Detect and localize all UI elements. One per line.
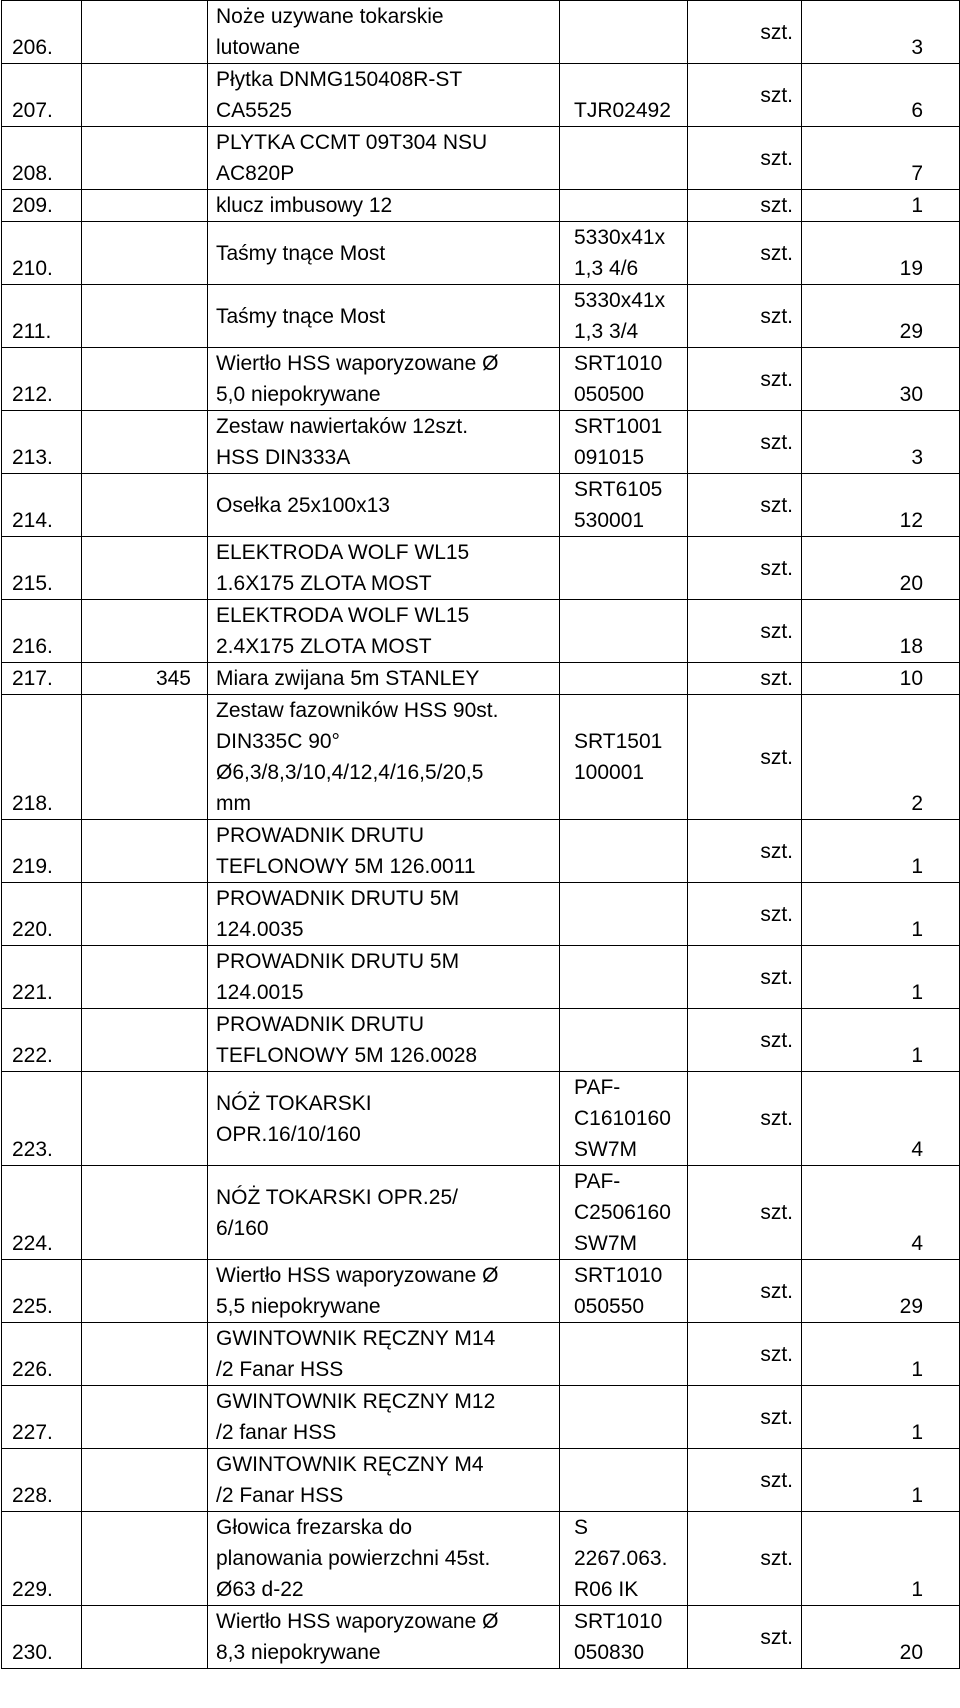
quantity-cell: 1 — [802, 190, 960, 222]
row-number: 228. — [2, 1449, 82, 1512]
quantity-cell: 30 — [802, 348, 960, 411]
row-number: 211. — [2, 285, 82, 348]
quantity-cell: 1 — [802, 1386, 960, 1449]
quantity-cell: 3 — [802, 1, 960, 64]
item-name: klucz imbusowy 12 — [208, 190, 560, 222]
item-name: PROWADNIK DRUTU 5M 124.0035 — [208, 883, 560, 946]
item-name: Płytka DNMG150408R-ST CA5525 — [208, 64, 560, 127]
unit-cell: szt. — [688, 474, 802, 537]
item-code — [560, 537, 688, 600]
quantity-cell: 19 — [802, 222, 960, 285]
unit-cell: szt. — [688, 1009, 802, 1072]
item-code: SRT1010 050830 — [560, 1606, 688, 1669]
row-symbol — [82, 1260, 208, 1323]
item-name: PROWADNIK DRUTU TEFLONOWY 5M 126.0028 — [208, 1009, 560, 1072]
item-name: NÓŻ TOKARSKI OPR.16/10/160 — [208, 1072, 560, 1166]
unit-cell: szt. — [688, 348, 802, 411]
table-row — [2, 537, 960, 600]
quantity-cell: 1 — [802, 1009, 960, 1072]
item-name: GWINTOWNIK RĘCZNY M4 /2 Fanar HSS — [208, 1449, 560, 1512]
unit-cell: szt. — [688, 1512, 802, 1606]
item-code — [560, 820, 688, 883]
row-symbol — [82, 1606, 208, 1669]
item-code: PAF- C2506160 SW7M — [560, 1166, 688, 1260]
item-code — [560, 1449, 688, 1512]
row-number: 214. — [2, 474, 82, 537]
unit-cell: szt. — [688, 1606, 802, 1669]
item-name: PROWADNIK DRUTU TEFLONOWY 5M 126.0011 — [208, 820, 560, 883]
item-code: S 2267.063. R06 IK — [560, 1512, 688, 1606]
quantity-cell: 10 — [802, 663, 960, 695]
row-symbol: 345 — [82, 663, 208, 695]
row-symbol — [82, 1323, 208, 1386]
item-name: GWINTOWNIK RĘCZNY M14 /2 Fanar HSS — [208, 1323, 560, 1386]
item-name: Taśmy tnące Most — [208, 285, 560, 348]
quantity-cell: 18 — [802, 600, 960, 663]
item-code: 5330x41x 1,3 3/4 — [560, 285, 688, 348]
table-row — [2, 1323, 960, 1386]
row-symbol — [82, 1449, 208, 1512]
unit-cell: szt. — [688, 285, 802, 348]
table-row — [2, 348, 960, 411]
unit-cell: szt. — [688, 127, 802, 190]
table-row — [2, 411, 960, 474]
item-name: Noże uzywane tokarskie lutowane — [208, 1, 560, 64]
row-number: 220. — [2, 883, 82, 946]
unit-cell: szt. — [688, 222, 802, 285]
item-name: Wiertło HSS waporyzowane Ø 5,0 niepokrywane — [208, 348, 560, 411]
item-code: SRT1010 050550 — [560, 1260, 688, 1323]
unit-cell: szt. — [688, 190, 802, 222]
item-code — [560, 1009, 688, 1072]
row-number: 217. — [2, 663, 82, 695]
row-number: 222. — [2, 1009, 82, 1072]
unit-cell: szt. — [688, 1386, 802, 1449]
row-symbol — [82, 1386, 208, 1449]
table-row — [2, 600, 960, 663]
quantity-cell: 20 — [802, 537, 960, 600]
table-row — [2, 1260, 960, 1323]
unit-cell: szt. — [688, 946, 802, 1009]
item-code — [560, 946, 688, 1009]
item-name: Wiertło HSS waporyzowane Ø 8,3 niepokrywane — [208, 1606, 560, 1669]
item-code — [560, 190, 688, 222]
quantity-cell: 29 — [802, 285, 960, 348]
item-name: ELEKTRODA WOLF WL15 1.6X175 ZLOTA MOST — [208, 537, 560, 600]
row-symbol — [82, 946, 208, 1009]
row-symbol — [82, 820, 208, 883]
row-symbol — [82, 537, 208, 600]
table-row — [2, 695, 960, 820]
quantity-cell: 3 — [802, 411, 960, 474]
quantity-cell: 7 — [802, 127, 960, 190]
unit-cell: szt. — [688, 883, 802, 946]
row-number: 208. — [2, 127, 82, 190]
row-number: 227. — [2, 1386, 82, 1449]
item-name: GWINTOWNIK RĘCZNY M12 /2 fanar HSS — [208, 1386, 560, 1449]
unit-cell: szt. — [688, 411, 802, 474]
item-code: TJR02492 — [560, 64, 688, 127]
item-code: SRT1001 091015 — [560, 411, 688, 474]
row-symbol — [82, 1009, 208, 1072]
item-name: Wiertło HSS waporyzowane Ø 5,5 niepokrywane — [208, 1260, 560, 1323]
row-symbol — [82, 883, 208, 946]
quantity-cell: 2 — [802, 695, 960, 820]
item-name: NÓŻ TOKARSKI OPR.25/ 6/160 — [208, 1166, 560, 1260]
table-row — [2, 663, 960, 695]
item-code — [560, 600, 688, 663]
row-number: 213. — [2, 411, 82, 474]
items-table — [1, 0, 960, 1669]
table-row — [2, 1, 960, 64]
item-name: Głowica frezarska do planowania powierzchni 45st. Ø63 d-22 — [208, 1512, 560, 1606]
row-symbol — [82, 64, 208, 127]
row-number: 219. — [2, 820, 82, 883]
item-name: Miara zwijana 5m STANLEY — [208, 663, 560, 695]
table-row — [2, 64, 960, 127]
row-number: 230. — [2, 1606, 82, 1669]
row-number: 212. — [2, 348, 82, 411]
quantity-cell: 1 — [802, 883, 960, 946]
unit-cell: szt. — [688, 1449, 802, 1512]
row-number: 206. — [2, 1, 82, 64]
table-row — [2, 1386, 960, 1449]
unit-cell: szt. — [688, 1323, 802, 1386]
row-symbol — [82, 1166, 208, 1260]
unit-cell: szt. — [688, 1260, 802, 1323]
row-symbol — [82, 695, 208, 820]
item-code — [560, 883, 688, 946]
table-row — [2, 946, 960, 1009]
table-row — [2, 820, 960, 883]
row-symbol — [82, 348, 208, 411]
row-symbol — [82, 1512, 208, 1606]
row-number: 215. — [2, 537, 82, 600]
row-symbol — [82, 190, 208, 222]
row-number: 207. — [2, 64, 82, 127]
table-row — [2, 1512, 960, 1606]
item-name: Osełka 25x100x13 — [208, 474, 560, 537]
unit-cell: szt. — [688, 537, 802, 600]
row-symbol — [82, 222, 208, 285]
row-symbol — [82, 1072, 208, 1166]
item-code: SRT1010 050500 — [560, 348, 688, 411]
row-number: 229. — [2, 1512, 82, 1606]
quantity-cell: 4 — [802, 1072, 960, 1166]
row-symbol — [82, 285, 208, 348]
row-number: 216. — [2, 600, 82, 663]
quantity-cell: 20 — [802, 1606, 960, 1669]
row-symbol — [82, 600, 208, 663]
item-code: SRT6105 530001 — [560, 474, 688, 537]
item-code: PAF- C1610160 SW7M — [560, 1072, 688, 1166]
table-row — [2, 1072, 960, 1166]
row-number: 210. — [2, 222, 82, 285]
row-symbol — [82, 474, 208, 537]
table-row — [2, 1009, 960, 1072]
item-code — [560, 1, 688, 64]
table-row — [2, 883, 960, 946]
table-row — [2, 285, 960, 348]
row-symbol — [82, 127, 208, 190]
quantity-cell: 1 — [802, 820, 960, 883]
quantity-cell: 1 — [802, 1323, 960, 1386]
item-code — [560, 1323, 688, 1386]
quantity-cell: 1 — [802, 1512, 960, 1606]
quantity-cell: 29 — [802, 1260, 960, 1323]
unit-cell: szt. — [688, 64, 802, 127]
row-number: 226. — [2, 1323, 82, 1386]
row-number: 209. — [2, 190, 82, 222]
unit-cell: szt. — [688, 663, 802, 695]
unit-cell: szt. — [688, 820, 802, 883]
row-number: 223. — [2, 1072, 82, 1166]
item-code: 5330x41x 1,3 4/6 — [560, 222, 688, 285]
table-row — [2, 190, 960, 222]
unit-cell: szt. — [688, 1, 802, 64]
quantity-cell: 1 — [802, 1449, 960, 1512]
item-name: Zestaw fazowników HSS 90st. DIN335C 90° Ø6,3/8,3/10,4/12,4/16,5/20,5 mm — [208, 695, 560, 820]
item-code — [560, 663, 688, 695]
table-row — [2, 1166, 960, 1260]
item-code — [560, 1386, 688, 1449]
quantity-cell: 12 — [802, 474, 960, 537]
item-code: SRT1501 100001 — [560, 695, 688, 820]
unit-cell: szt. — [688, 600, 802, 663]
item-code — [560, 127, 688, 190]
unit-cell: szt. — [688, 1072, 802, 1166]
row-symbol — [82, 411, 208, 474]
item-name: Zestaw nawiertaków 12szt. HSS DIN333A — [208, 411, 560, 474]
row-number: 225. — [2, 1260, 82, 1323]
row-number: 224. — [2, 1166, 82, 1260]
item-name: ELEKTRODA WOLF WL15 2.4X175 ZLOTA MOST — [208, 600, 560, 663]
table-row — [2, 127, 960, 190]
item-name: PROWADNIK DRUTU 5M 124.0015 — [208, 946, 560, 1009]
table-row — [2, 222, 960, 285]
quantity-cell: 6 — [802, 64, 960, 127]
unit-cell: szt. — [688, 695, 802, 820]
table-row — [2, 1606, 960, 1669]
table-row — [2, 1449, 960, 1512]
unit-cell: szt. — [688, 1166, 802, 1260]
row-symbol — [82, 1, 208, 64]
table-row — [2, 474, 960, 537]
row-number: 218. — [2, 695, 82, 820]
quantity-cell: 1 — [802, 946, 960, 1009]
quantity-cell: 4 — [802, 1166, 960, 1260]
item-name: PLYTKA CCMT 09T304 NSU AC820P — [208, 127, 560, 190]
row-number: 221. — [2, 946, 82, 1009]
item-name: Taśmy tnące Most — [208, 222, 560, 285]
